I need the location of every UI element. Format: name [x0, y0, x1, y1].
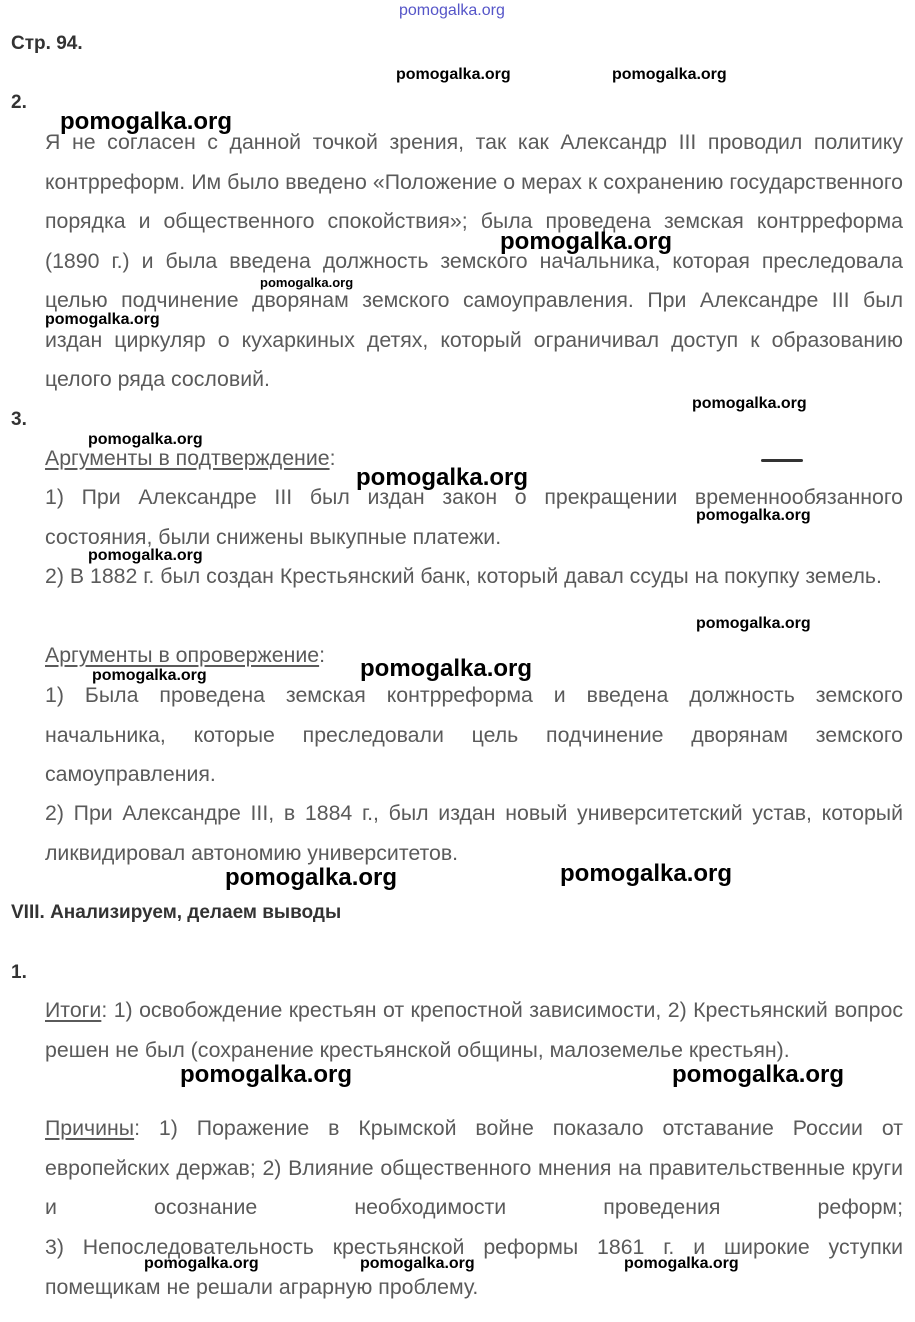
con-argument: 1) Была проведена земская контрреформа и введена должность земского начальника, которые преследовали цель подчинение дворянам земского самоуправления.	[45, 683, 903, 786]
watermark: pomogalka.org	[260, 275, 354, 290]
watermark: pomogalka.org	[92, 667, 207, 684]
watermark: pomogalka.org	[500, 228, 673, 255]
section-heading: VIII. Анализируем, делаем выводы	[11, 902, 342, 923]
watermark: pomogalka.org	[612, 66, 727, 83]
results-paragraph	[45, 991, 903, 1070]
watermark: pomogalka.org	[696, 507, 811, 524]
watermark: pomogalka.org	[88, 431, 203, 448]
results-label: Итоги	[45, 998, 102, 1022]
answer-paragraph: Я не согласен с данной точкой зрения, так как Александр III проводил политику контрреформ. Им было введено «Положение о мерах к сохранению государственного порядка и общественного спокойствия»; была проведена земская контрреформа (1890 г.) и была введена должность земского начальника, которая преследовала целью подчинение дворянам земского самоуправления. При Александре III был издан циркуляр о кухаркиных детях, который ограничивал доступ к образованию целого ряда сословий.	[45, 130, 903, 391]
watermark: pomogalka.org	[696, 615, 811, 632]
pro-argument: 1) При Александре III был издан закон о прекращении временнообязанного состояния, были снижены выкупные платежи.	[45, 485, 903, 549]
watermark: pomogalka.org	[672, 1061, 845, 1088]
con-argument: 2) При Александре III, в 1884 г., был издан новый университетский устав, который ликвидировал автономию университетов.	[45, 801, 903, 865]
watermark: pomogalka.org	[624, 1255, 739, 1272]
watermark: pomogalka.org	[356, 464, 529, 491]
causes-paragraph-continued: 3) Непоследовательность крестьянской реформы 1861 г. и широкие уступки помещикам не решали аграрную проблему.	[45, 1235, 903, 1299]
page-title: Стр. 94.	[11, 33, 83, 54]
watermark: pomogalka.org	[45, 311, 160, 328]
watermark: pomogalka.org	[396, 66, 511, 83]
pro-argument: 2) В 1882 г. был создан Крестьянский банк, который давал ссуды на покупку земель.	[45, 564, 882, 588]
watermark: pomogalka.org	[144, 1255, 259, 1272]
watermark: pomogalka.org	[60, 108, 233, 135]
watermark: pomogalka.org	[560, 860, 733, 887]
colon: :	[319, 643, 326, 667]
watermark: pomogalka.org	[399, 2, 505, 19]
watermark: pomogalka.org	[88, 547, 203, 564]
question-number: 2.	[11, 92, 27, 113]
causes-text: : 1) Поражение в Крымской войне показало отставание России от европейских держав; 2) Влияние общественного мнения на правительственные круги и осознание необходимости проведения реформ;	[45, 1116, 903, 1219]
question-number: 1.	[11, 962, 27, 983]
question-number: 3.	[11, 409, 27, 430]
watermark: pomogalka.org	[692, 395, 807, 412]
watermark: pomogalka.org	[360, 655, 533, 682]
causes-paragraph	[45, 1109, 903, 1228]
scan-mark	[761, 459, 803, 462]
pro-arguments-label: Аргументы в подтверждение	[45, 446, 330, 470]
results-text: : 1) освобождение крестьян от крепостной зависимости, 2) Крестьянский вопрос решен не был (сохранение крестьянской общины, малоземелье крестьян).	[45, 998, 903, 1062]
watermark: pomogalka.org	[180, 1061, 353, 1088]
causes-label: Причины	[45, 1116, 135, 1140]
watermark: pomogalka.org	[225, 864, 398, 891]
watermark: pomogalka.org	[360, 1255, 475, 1272]
colon: :	[329, 446, 336, 470]
con-arguments-label: Аргументы в опровержение	[45, 643, 320, 667]
